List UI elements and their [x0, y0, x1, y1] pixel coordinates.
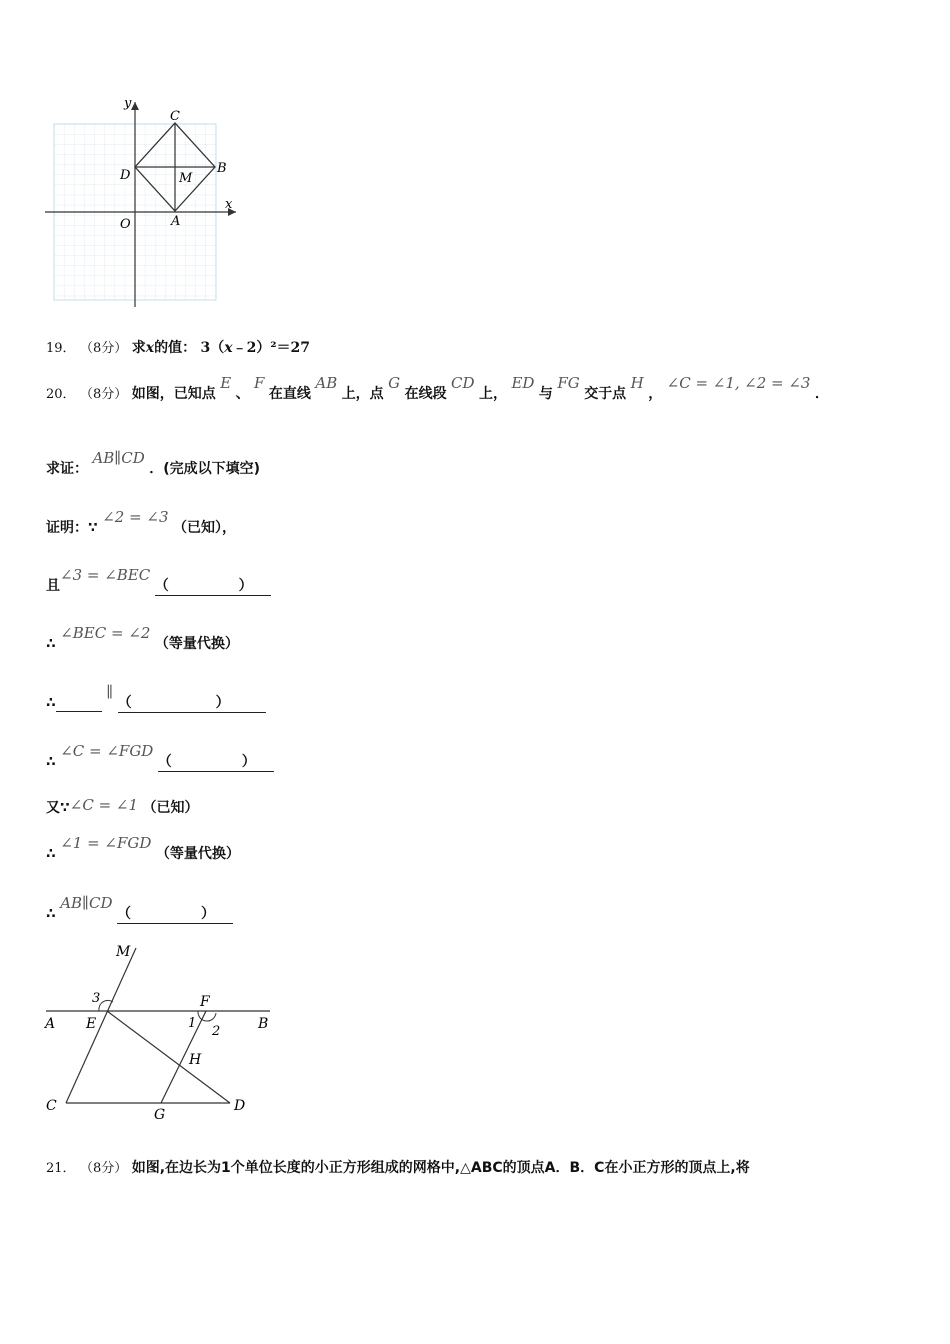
proof-line-8: [46, 894, 233, 924]
proof-l6-prefix: 又∵: [46, 800, 70, 816]
proof-l7-expr: ∠1 = ∠FGD: [60, 834, 152, 852]
proof-l1-expr: ∠2 = ∠3: [102, 508, 169, 526]
label-y: y: [124, 96, 132, 111]
label-c: C: [170, 109, 180, 124]
q20-end: ．: [814, 386, 829, 402]
q20-segment-cd: CD: [451, 374, 475, 392]
question-21: [46, 1157, 750, 1177]
q20-sep: 、: [235, 386, 250, 402]
proof-l7-prefix: ∴: [46, 846, 56, 862]
label-e: E: [86, 1016, 97, 1032]
label-a: A: [171, 214, 181, 229]
proof-l5-reason-blank[interactable]: （ ）: [158, 751, 274, 772]
label-m: M: [179, 171, 193, 186]
proof-l8-prefix: ∴: [46, 906, 56, 922]
angle-3-arc: [99, 1000, 113, 1011]
proof-l2-reason-blank[interactable]: （ ）: [155, 575, 271, 596]
proof-l5-prefix: ∴: [46, 754, 56, 770]
q19-equation: [201, 340, 310, 356]
q20-point-g: G: [388, 374, 401, 392]
question-20: [46, 374, 829, 403]
prove-expression: AB∥CD: [92, 449, 145, 467]
proof-line-1: [46, 508, 236, 537]
q19-text-b: 的值：: [154, 340, 197, 356]
q19-eq-b: ﹣2）²＝27: [232, 340, 311, 356]
angle-1-2-arc: [198, 1011, 216, 1021]
proof-l2-prefix: 且: [46, 578, 60, 594]
proof-l4-blank-1[interactable]: [56, 695, 102, 712]
label-c: C: [46, 1098, 57, 1114]
q20-text-2: 在直线: [268, 386, 311, 402]
label-b: B: [258, 1016, 269, 1032]
geometry-figure: [40, 938, 280, 1123]
label-2: 2: [212, 1024, 221, 1039]
proof-l3-reason: （等量代换）: [154, 636, 239, 652]
q20-line-ab: AB: [315, 374, 338, 392]
q20-text-3: 上，点: [341, 386, 384, 402]
q19-score: （8分）: [80, 341, 128, 356]
q20-text-5: 上，: [479, 386, 507, 402]
label-m: M: [116, 944, 131, 960]
prove-label: 求证：: [46, 461, 88, 477]
proof-l3-expr: ∠BEC = ∠2: [60, 624, 151, 642]
label-x: x: [225, 197, 233, 212]
prove-statement: [46, 449, 260, 478]
q21-text: 如图,在边长为1个单位长度的小正方形组成的网格中,△ABC的顶点A．B．C在小正方形的顶点上,将: [131, 1160, 750, 1176]
proof-l2-expr: ∠3 = ∠BEC: [60, 566, 151, 584]
proof-line-7: [46, 834, 240, 863]
label-a: A: [45, 1016, 56, 1032]
q21-score: （8分）: [80, 1161, 128, 1176]
coordinate-grid-figure: [40, 92, 250, 307]
q20-text-1: 如图，已知点: [131, 386, 216, 402]
label-o: O: [120, 217, 131, 232]
label-1: 1: [188, 1016, 197, 1031]
proof-l7-reason: （等量代换）: [155, 846, 240, 862]
q19-eq-x: x: [224, 340, 233, 356]
proof-line-3: [46, 624, 239, 653]
q19-eq-a: 3（: [200, 340, 225, 356]
label-f: F: [200, 994, 210, 1010]
label-g: G: [154, 1107, 166, 1123]
proof-l5-expr: ∠C = ∠FGD: [60, 742, 154, 760]
prove-note: ．(完成以下填空): [149, 461, 260, 477]
proof-l1-reason: （已知），: [172, 520, 236, 536]
proof-line-4: [46, 683, 266, 713]
q19-number: 19．: [46, 341, 76, 356]
label-d: D: [234, 1098, 246, 1114]
q20-text-4: 在线段: [404, 386, 447, 402]
q19-var: x: [145, 340, 155, 356]
q20-point-h: H: [630, 374, 644, 392]
proof-line-6: [46, 797, 198, 817]
q20-condition-1: ∠C = ∠1,: [666, 374, 740, 392]
q20-text-8: ，: [648, 386, 663, 402]
q20-segment-fg: FG: [557, 374, 580, 392]
q21-number: 21．: [46, 1161, 76, 1176]
proof-l8-expr: AB∥CD: [60, 894, 113, 912]
q20-number: 20．: [46, 387, 76, 402]
q20-point-f: F: [254, 374, 265, 392]
proof-l4-reason-blank[interactable]: （ ）: [118, 692, 266, 713]
label-b: B: [217, 161, 227, 176]
proof-line-5: [46, 742, 274, 772]
label-h: H: [189, 1052, 202, 1068]
proof-l6-reason: （已知）: [142, 800, 199, 816]
proof-l3-prefix: ∴: [46, 636, 56, 652]
label-3: 3: [92, 991, 101, 1006]
proof-l4-parallel: ∥: [106, 683, 114, 701]
proof-label: 证明：∵: [46, 520, 98, 536]
q20-text-6: 与: [538, 386, 553, 402]
q20-text-7: 交于点: [584, 386, 627, 402]
y-axis-arrow: [131, 102, 139, 110]
q20-point-e: E: [220, 374, 232, 392]
proof-l4-prefix: ∴: [46, 695, 56, 711]
label-d: D: [120, 168, 131, 183]
proof-l6-expr: ∠C = ∠1: [69, 796, 139, 814]
q20-condition-2: ∠2 = ∠3: [744, 374, 811, 392]
q20-segment-ed: ED: [511, 374, 535, 392]
question-19: [46, 337, 310, 357]
q20-score: （8分）: [80, 387, 128, 402]
proof-l8-reason-blank[interactable]: （ ）: [117, 903, 233, 924]
q19-text-a: 求: [131, 340, 146, 356]
proof-line-2: [46, 566, 271, 596]
